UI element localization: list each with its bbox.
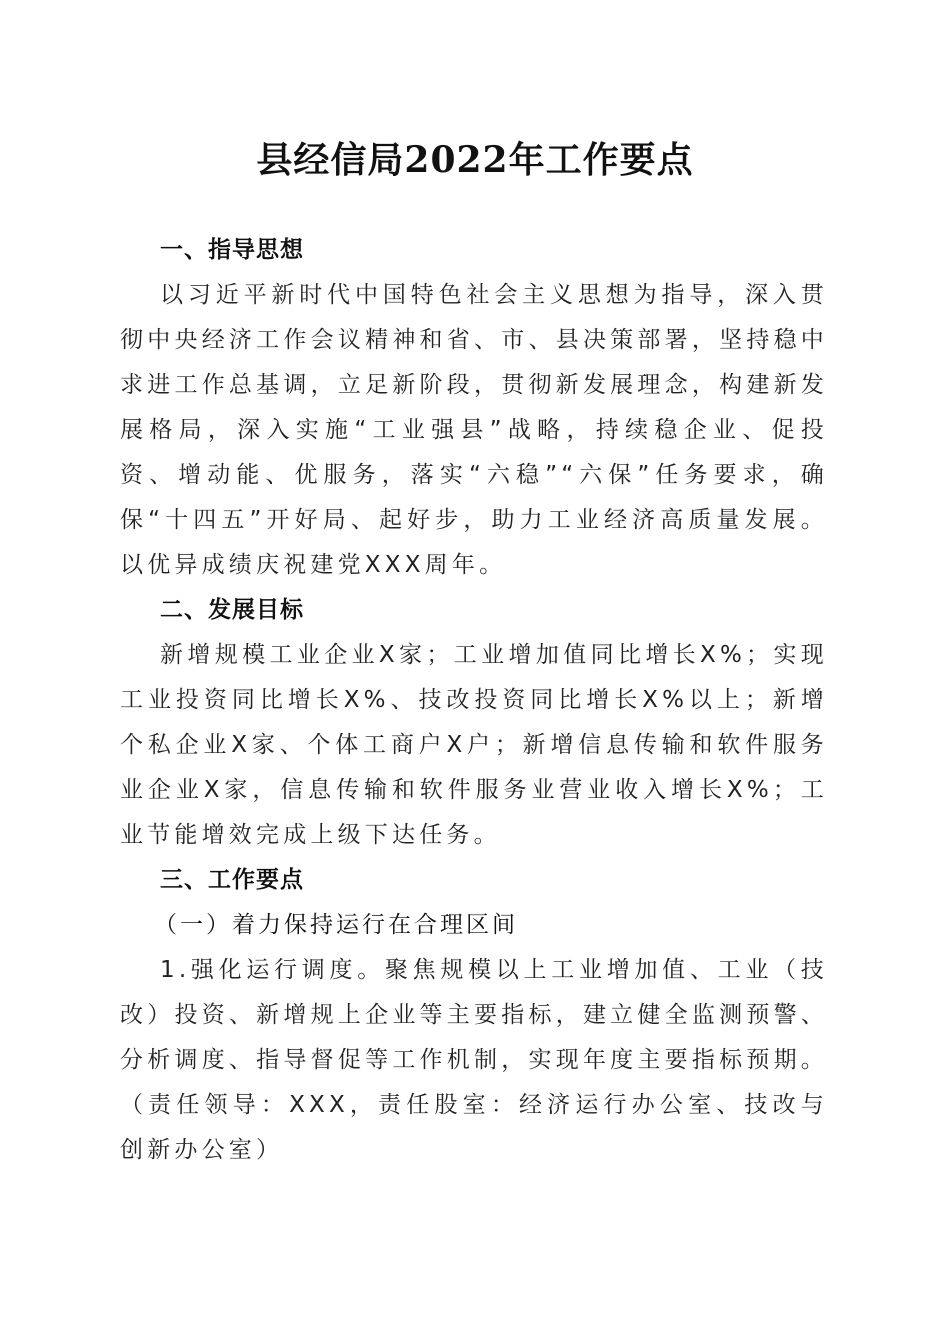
section-heading-development-goals: 二、发展目标: [160, 597, 304, 623]
document-body: [120, 228, 828, 1173]
section-heading-guiding-ideology: 一、指导思想: [160, 237, 304, 263]
document-title: 县经信局2022年工作要点: [256, 139, 694, 181]
development-goals-paragraph: 新增规模工业企业X家；工业增加值同比增长X%；实现工业投资同比增长X%、技改投资同比增长X%以上；新增个私企业X家、个体工商户X户；新增信息传输和软件服务业企业X家，信息传输和软件服务业营业收入增长X%；工业节能增效完成上级下达任务。: [120, 642, 828, 848]
work-point-paragraph-1: 1.强化运行调度。聚焦规模以上工业增加值、工业（技改）投资、新增规上企业等主要指标，建立健全监测预警、分析调度、指导督促等工作机制，实现年度主要指标预期。（责任领导：XXX，责任股室：经济运行办公室、技改与创新办公室）: [120, 957, 828, 1163]
guiding-ideology-paragraph: 以习近平新时代中国特色社会主义思想为指导，深入贯彻中央经济工作会议精神和省、市、县决策部署，坚持稳中求进工作总基调，立足新阶段，贯彻新发展理念，构建新发展格局，深入实施“工业强县”战略，持续稳企业、促投资、增动能、优服务，落实“六稳”“六保”任务要求，确保“十四五”开好局、起好步，助力工业经济高质量发展。以优异成绩庆祝建党XXX周年。: [120, 282, 828, 578]
section-heading-work-points: 三、工作要点: [160, 867, 304, 893]
subsection-heading-operation-range: （一）着力保持运行在合理区间: [154, 912, 518, 938]
